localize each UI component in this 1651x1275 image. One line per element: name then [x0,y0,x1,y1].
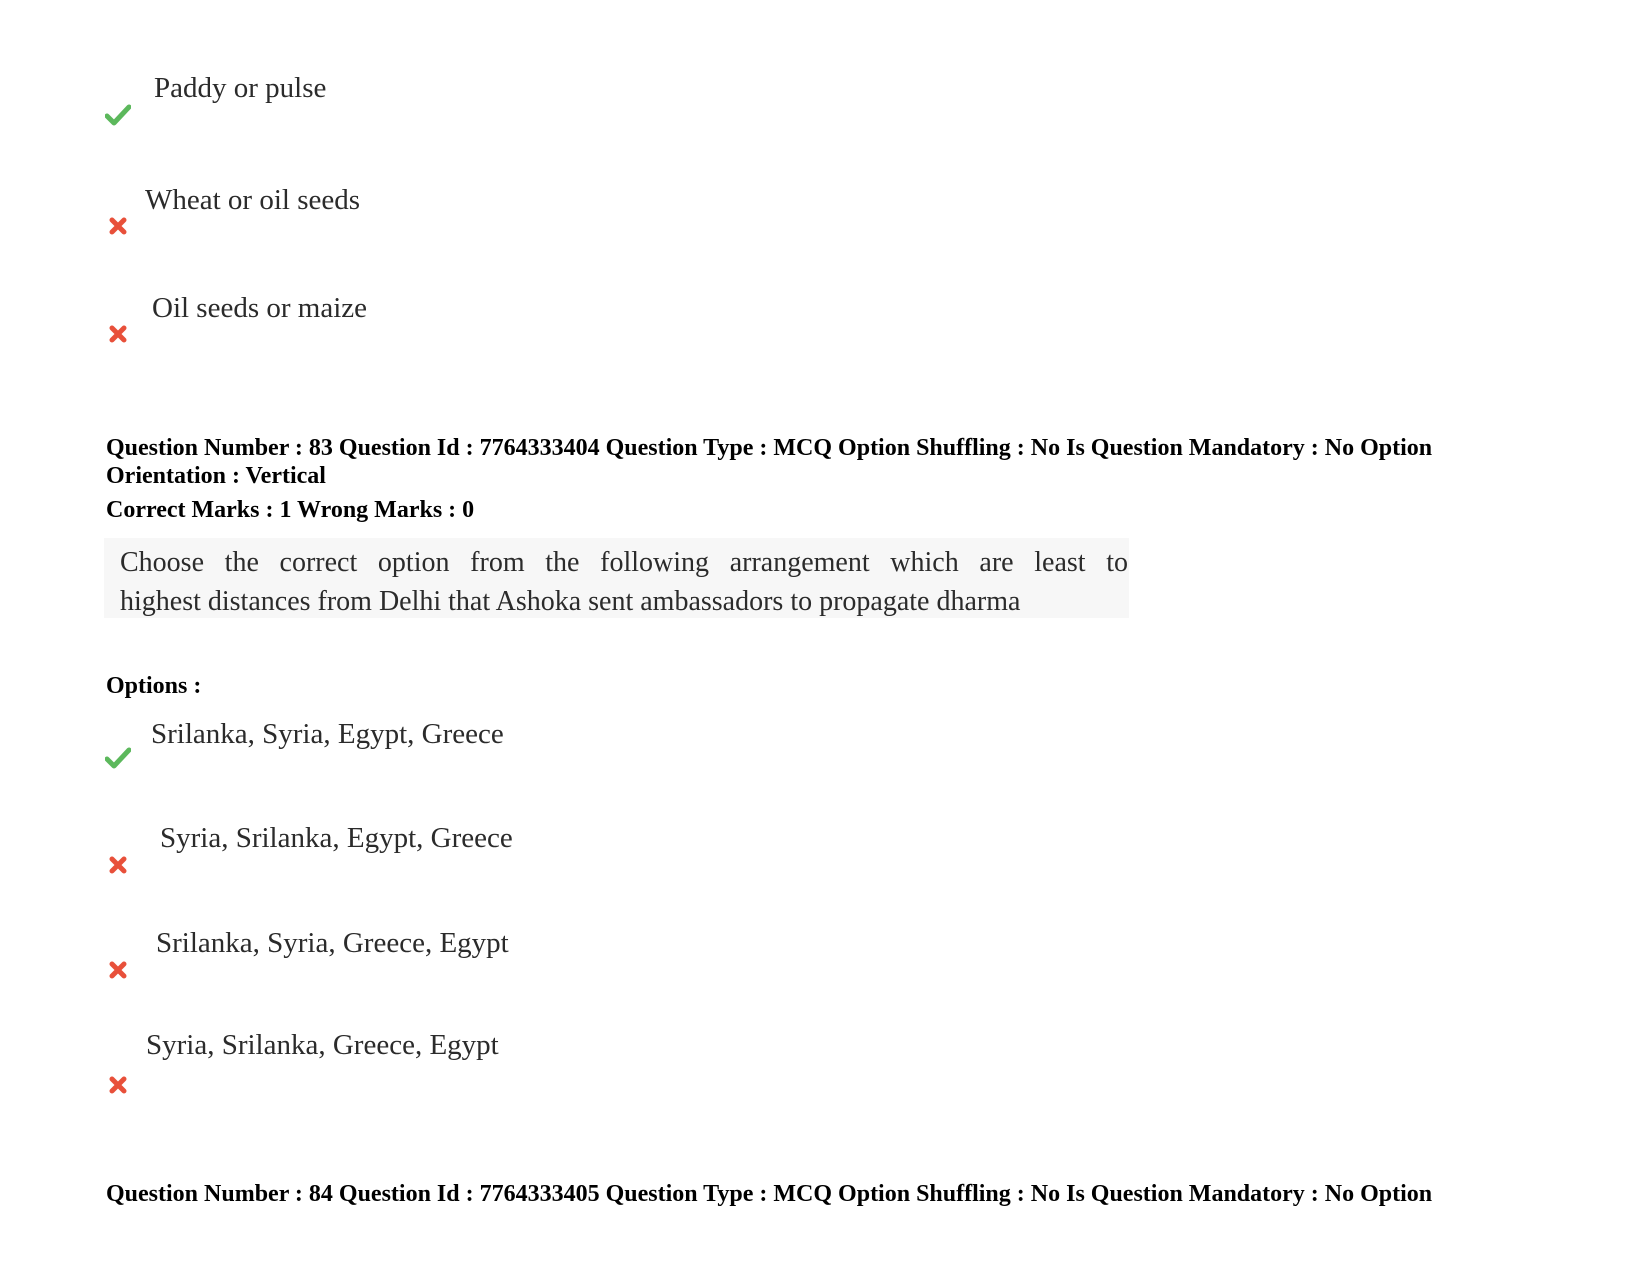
question-header-continued: Orientation : Vertical [106,463,326,489]
check-icon [105,745,131,771]
option-text: Srilanka, Syria, Greece, Egypt [156,927,509,959]
option-text: Syria, Srilanka, Egypt, Greece [160,822,513,854]
cross-icon [108,855,134,881]
option-text: Paddy or pulse [154,72,327,104]
check-icon [105,102,131,128]
marks-info: Correct Marks : 1 Wrong Marks : 0 [106,497,475,523]
cross-icon [108,1075,134,1101]
option-text: Wheat or oil seeds [145,184,361,216]
cross-icon [108,216,134,242]
question-header: Question Number : 84 Question Id : 7764333405 Question Type : MCQ Option Shuffling : No Is Question Mandatory : No Option [106,1181,1433,1207]
question-header: Question Number : 83 Question Id : 7764333404 Question Type : MCQ Option Shuffling : No Is Question Mandatory : No Option [106,435,1433,461]
question-text-line: highest distances from Delhi that Ashoka sent ambassadors to propagate dharma [120,586,1021,617]
option-text: Srilanka, Syria, Egypt, Greece [151,718,504,750]
option-text: Oil seeds or maize [152,292,368,324]
question-text-line: Choose the correct option from the following arrangement which are least to [120,547,1128,578]
cross-icon [108,960,134,986]
cross-icon [108,324,134,350]
option-text: Syria, Srilanka, Greece, Egypt [146,1029,499,1061]
options-label: Options : [106,673,202,699]
